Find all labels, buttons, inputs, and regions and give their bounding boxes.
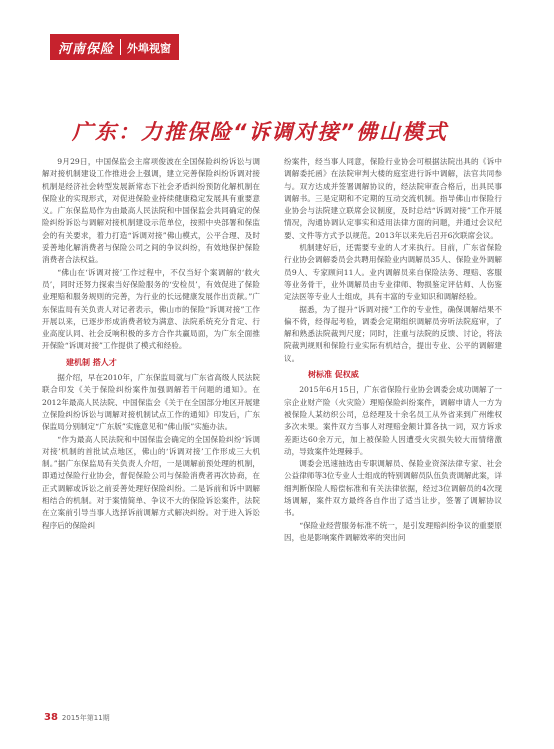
page-footer: [44, 712, 110, 723]
paragraph: 2015年6月15日，广东省保险行业协会调委会成功调解了一宗企业财产险（火灾险）理赔保险纠纷案件，调解申请人一方为被保险人某纺织公司，总经理及十余名员工从外省来到广州维权多次未果。案件双方当事人对理赔金额计算各执一词，双方诉求差距达60余万元，加上被保险人因遭受火灾损失较大而情绪激动，导致案件处理棘手。: [284, 385, 502, 456]
brand-logo: 河南保险: [58, 42, 115, 57]
section-subheading: 建机制 搭人才: [66, 357, 117, 367]
paragraph: 机制建好后，还需要专业的人才来执行。目前，广东省保险行业协会调解委员会共聘用保险业内调解员35人、保险业外调解员9人、专家顾问11人。业内调解员来自保险法务、理赔、客服等业务骨干，业外调解员由专业律师、物损鉴定评估师、人伤鉴定法医等专业人士组成，具有丰富的专业知识和调解经验。: [284, 243, 502, 302]
paragraph: 调委会迅速抽选由专职调解员、保险业资深法律专家、社会公益律师等3位专业人士组成的特别调解员队伍负责调解此案，详细判断保险人赔偿标准和有关法律依据，经过3位调解员的4次现场调解，案件双方最终各自作出了适当让步，签署了调解协议书。: [284, 459, 502, 518]
paragraph: “保险业经营服务标准不统一，是引发理赔纠纷争议的重要原因，也是影响案件调解效率的突出问: [284, 520, 502, 542]
paragraph: “作为最高人民法院和中国保监会确定的全国保险纠纷‘诉调对接’机制的首批试点地区，佛山的‘诉调对接’工作形成三大机制。”据广东保监局有关负责人介绍，一是调解前预处理的机制，即通过保险行业协会，督促保险公司与保险消费者再次协商，在正式调解或诉讼之前妥善处理好保险纠纷。二是诉前和诉中调解相结合的机制。对于案情简单、争议不大的保险诉讼案件，法院在立案前引导当事人选择诉前调解方式解决纠纷。对于进入诉讼程序后的保险纠: [42, 434, 260, 530]
issue-label: 2015年第11期: [61, 714, 110, 722]
paragraph: 据悉，为了提升“诉调对接”工作的专业性，确保调解结果不偏不倚，经得起考验，调委会定期组织调解员旁听法院庭审，了解和熟悉法院裁判尺度；同时，注重与法院的反馈、讨论，将法院裁判规则和保险行业实际有机结合，提出专业、公平的调解建议。: [284, 304, 502, 363]
section-subheading: 树标准 促权威: [308, 370, 359, 380]
article-title: 广东：力推保险“诉调对接”佛山模式: [72, 120, 449, 144]
magazine-brand: [50, 34, 179, 60]
paragraph: 据介绍，早在2010年，广东保监局就与广东省高级人民法院联合印发《关于保险纠纷案件加强调解若干问题的通知》。在2012年最高人民法院、中国保监会《关于在全国部分地区开展建立保险纠纷诉讼与调解对接机制试点工作的通知》印发后，广东保监局分别制定“广东版”实施意见和“佛山版”实施办法。: [42, 373, 260, 432]
page-number: 38: [44, 712, 58, 723]
paragraph: “佛山在‘诉调对接’工作过程中，不仅当好个案调解的‘救火员’，同时还努力探索当好保险服务的‘安检员’，有效促进了保险业理赔和服务规则的完善，为行业的长远健康发展作出贡献。”广东保监局有关负责人对记者表示，佛山市的保险“诉调对接”工作开展以来，已逐步形成消费者较为满意、法院系统充分肯定、行业高度认同、社会反响积极的多方合作共赢局面，为广东全面推开保险“诉调对接”工作提供了模式和经验。: [42, 267, 260, 351]
article-column-right: [284, 156, 502, 544]
paragraph: 纷案件，经当事人同意，保险行业协会可根据法院出具的《诉中调解委托函》在法院审判大楼的庭室进行诉中调解，法官共同参与。双方达成并签署调解协议的，经法院审查合格后，出具民事调解书。三是定期和不定期的互动交流机制。指导佛山市保险行业协会与法院建立联席会议制度，及时总结“诉调对接”工作开展情况，沟通协调认定事实和适用法律方面的问题，并通过会议纪要、文件等方式予以规范。2013年以来先后召开6次联席会议。: [284, 157, 502, 240]
section-label: 外埠视窗: [127, 42, 172, 55]
article-column-left: [42, 156, 260, 532]
paragraph: 9月29日，中国保监会主席项俊波在全国保险纠纷诉讼与调解对接机制建设工作推进会上强调，建立完善保险纠纷诉调对接机制是经济社会转型发展新常态下社会矛盾纠纷预防化解机制在保险业的实现形式，对促进保险业持续健康稳定发展具有重要意义。广东保监局作为由最高人民法院和中国保监会共同确定的保险纠纷诉讼与调解对接机制建设示范单位，按照中央部署和保监会的有关要求，着力打造“诉调对接”佛山模式，公平合理、及时妥善地化解消费者与保险公司之间的争议纠纷，有效地保护保险消费者合法权益。: [42, 157, 260, 265]
